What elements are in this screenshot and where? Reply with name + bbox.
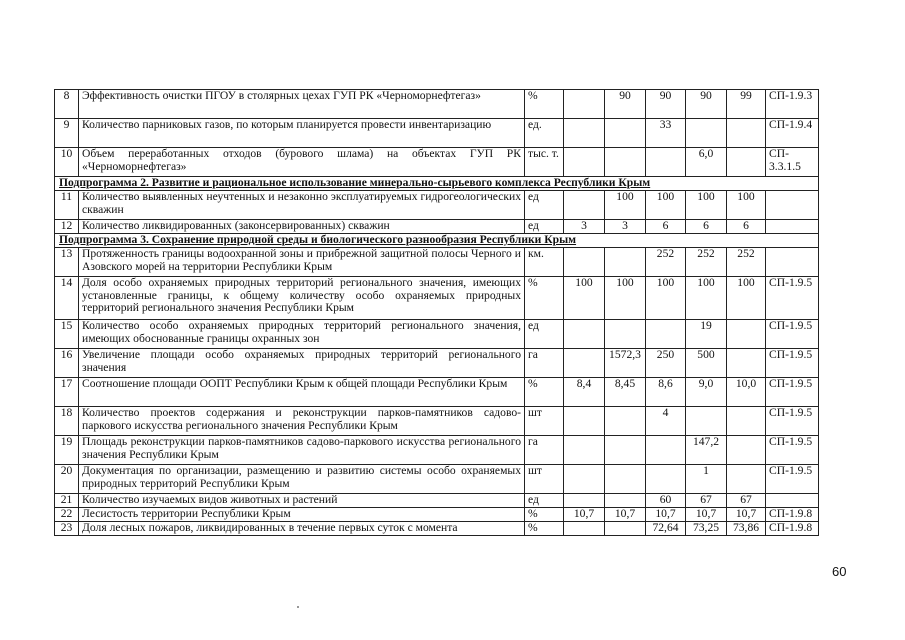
table-row xyxy=(55,436,819,465)
value-cell: 19 xyxy=(686,320,727,349)
value-cell: 90 xyxy=(605,90,646,119)
value-cell: 100 xyxy=(727,277,766,320)
page-number: 60 xyxy=(832,564,847,579)
row-number: 16 xyxy=(55,349,79,378)
value-cell xyxy=(564,436,605,465)
value-cell xyxy=(564,119,605,148)
value-cell: 3 xyxy=(564,220,605,234)
value-cell xyxy=(564,465,605,494)
unit-cell: га xyxy=(525,436,564,465)
table-row xyxy=(55,508,819,522)
row-number: 17 xyxy=(55,378,79,407)
value-cell xyxy=(727,148,766,177)
value-cell xyxy=(727,407,766,436)
reference-cell: СП-1.9.5 xyxy=(766,465,819,494)
indicator-description: Количество ликвидированных (законсервированных) скважин xyxy=(79,220,525,234)
table-row xyxy=(55,522,819,536)
value-cell: 6 xyxy=(727,220,766,234)
row-number: 20 xyxy=(55,465,79,494)
row-number: 22 xyxy=(55,508,79,522)
indicators-table xyxy=(54,89,819,536)
value-cell: 100 xyxy=(686,191,727,220)
scan-speck xyxy=(297,606,299,608)
row-number: 14 xyxy=(55,277,79,320)
table-row xyxy=(55,378,819,407)
reference-cell: СП-1.9.5 xyxy=(766,349,819,378)
row-number: 11 xyxy=(55,191,79,220)
value-cell xyxy=(564,90,605,119)
value-cell: 100 xyxy=(686,277,727,320)
indicators-table-body xyxy=(55,90,819,536)
reference-cell: СП- 3.3.1.5 xyxy=(766,148,819,177)
value-cell: 100 xyxy=(646,191,686,220)
reference-cell xyxy=(766,220,819,234)
row-number: 15 xyxy=(55,320,79,349)
value-cell xyxy=(727,436,766,465)
indicator-description: Количество изучаемых видов животных и растений xyxy=(79,494,525,508)
unit-cell: % xyxy=(525,522,564,536)
value-cell xyxy=(686,119,727,148)
value-cell: 500 xyxy=(686,349,727,378)
row-number: 13 xyxy=(55,248,79,277)
value-cell xyxy=(686,407,727,436)
value-cell xyxy=(605,494,646,508)
value-cell xyxy=(605,248,646,277)
value-cell: 3 xyxy=(605,220,646,234)
unit-cell: % xyxy=(525,90,564,119)
unit-cell: шт xyxy=(525,465,564,494)
value-cell: 100 xyxy=(646,277,686,320)
row-number: 12 xyxy=(55,220,79,234)
indicator-description: Эффективность очистки ПГОУ в столярных цехах ГУП РК «Черноморнефтегаз» xyxy=(79,90,525,119)
value-cell xyxy=(605,148,646,177)
unit-cell: ед xyxy=(525,220,564,234)
section-title: Подпрограмма 2. Развитие и рациональное использование минерально-сырьевого комплекса Республики Крым xyxy=(55,177,819,191)
unit-cell: км. xyxy=(525,248,564,277)
reference-cell: СП-1.9.8 xyxy=(766,508,819,522)
table-row xyxy=(55,248,819,277)
indicator-description: Количество выявленных неучтенных и незаконно эксплуатируемых гидрогеологических скважин xyxy=(79,191,525,220)
indicator-description: Лесистость территории Республики Крым xyxy=(79,508,525,522)
indicator-description: Увеличение площади особо охраняемых природных территорий регионального значения xyxy=(79,349,525,378)
unit-cell: га xyxy=(525,349,564,378)
value-cell xyxy=(646,436,686,465)
value-cell: 10,0 xyxy=(727,378,766,407)
reference-cell: СП-1.9.5 xyxy=(766,277,819,320)
value-cell: 1572,3 xyxy=(605,349,646,378)
value-cell: 252 xyxy=(686,248,727,277)
reference-cell xyxy=(766,494,819,508)
value-cell: 73,25 xyxy=(686,522,727,536)
value-cell xyxy=(646,148,686,177)
value-cell: 252 xyxy=(727,248,766,277)
unit-cell: % xyxy=(525,508,564,522)
value-cell xyxy=(605,119,646,148)
unit-cell: ед xyxy=(525,320,564,349)
value-cell xyxy=(564,191,605,220)
value-cell: 1 xyxy=(686,465,727,494)
row-number: 23 xyxy=(55,522,79,536)
table-row xyxy=(55,220,819,234)
table-row xyxy=(55,90,819,119)
reference-cell xyxy=(766,191,819,220)
section-title: Подпрограмма 3. Сохранение природной среды и биологического разнообразия Республики Крым xyxy=(55,234,819,248)
table-row xyxy=(55,119,819,148)
reference-cell: СП-1.9.5 xyxy=(766,436,819,465)
value-cell xyxy=(727,320,766,349)
value-cell: 10,7 xyxy=(646,508,686,522)
unit-cell: ед. xyxy=(525,119,564,148)
value-cell xyxy=(605,465,646,494)
reference-cell: СП-1.9.8 xyxy=(766,522,819,536)
section-header-row xyxy=(55,177,819,191)
row-number: 21 xyxy=(55,494,79,508)
table-row xyxy=(55,494,819,508)
table-row xyxy=(55,191,819,220)
value-cell: 10,7 xyxy=(686,508,727,522)
indicator-description: Площадь реконструкции парков-памятников садово-паркового искусства регионального значения Республики Крым xyxy=(79,436,525,465)
value-cell: 4 xyxy=(646,407,686,436)
value-cell: 10,7 xyxy=(727,508,766,522)
value-cell: 10,7 xyxy=(605,508,646,522)
value-cell: 100 xyxy=(605,277,646,320)
table-row xyxy=(55,465,819,494)
value-cell xyxy=(605,522,646,536)
value-cell: 6,0 xyxy=(686,148,727,177)
indicator-description: Доля особо охраняемых природных территорий регионального значения, имеющих установленные границы, к общему количеству особо охраняемых природных территорий регионального значения Республики Крым xyxy=(79,277,525,320)
unit-cell: шт xyxy=(525,407,564,436)
section-header-row xyxy=(55,234,819,248)
value-cell xyxy=(646,320,686,349)
value-cell xyxy=(564,248,605,277)
value-cell: 60 xyxy=(646,494,686,508)
row-number: 19 xyxy=(55,436,79,465)
value-cell: 73,86 xyxy=(727,522,766,536)
table-row xyxy=(55,277,819,320)
value-cell: 147,2 xyxy=(686,436,727,465)
value-cell xyxy=(605,320,646,349)
value-cell xyxy=(727,465,766,494)
unit-cell: тыс. т. xyxy=(525,148,564,177)
value-cell: 33 xyxy=(646,119,686,148)
indicator-description: Количество проектов содержания и реконструкции парков-памятников садово-паркового искусства регионального значения Республики Крым xyxy=(79,407,525,436)
row-number: 18 xyxy=(55,407,79,436)
indicator-description: Соотношение площади ООПТ Республики Крым к общей площади Республики Крым xyxy=(79,378,525,407)
indicator-description: Доля лесных пожаров, ликвидированных в течение первых суток с момента xyxy=(79,522,525,536)
reference-cell: СП-1.9.5 xyxy=(766,378,819,407)
row-number: 10 xyxy=(55,148,79,177)
value-cell: 6 xyxy=(646,220,686,234)
value-cell xyxy=(564,320,605,349)
value-cell xyxy=(646,465,686,494)
value-cell xyxy=(605,407,646,436)
value-cell: 90 xyxy=(646,90,686,119)
indicator-description: Документация по организации, размещению и развитию системы особо охраняемых природных территорий Республики Крым xyxy=(79,465,525,494)
value-cell: 10,7 xyxy=(564,508,605,522)
value-cell: 8,45 xyxy=(605,378,646,407)
value-cell xyxy=(564,148,605,177)
row-number: 9 xyxy=(55,119,79,148)
value-cell: 100 xyxy=(564,277,605,320)
value-cell: 250 xyxy=(646,349,686,378)
value-cell xyxy=(564,494,605,508)
reference-cell: СП-1.9.4 xyxy=(766,119,819,148)
indicator-description: Количество особо охраняемых природных территорий регионального значения, имеющих обоснованные границы охранных зон xyxy=(79,320,525,349)
value-cell: 67 xyxy=(727,494,766,508)
reference-cell xyxy=(766,248,819,277)
row-number: 8 xyxy=(55,90,79,119)
indicator-description: Объем переработанных отходов (бурового шлама) на объектах ГУП РК «Черноморнефтегаз» xyxy=(79,148,525,177)
reference-cell: СП-1.9.5 xyxy=(766,320,819,349)
value-cell: 99 xyxy=(727,90,766,119)
value-cell: 8,6 xyxy=(646,378,686,407)
value-cell: 100 xyxy=(727,191,766,220)
reference-cell: СП-1.9.5 xyxy=(766,407,819,436)
table-row xyxy=(55,407,819,436)
unit-cell: ед xyxy=(525,191,564,220)
value-cell xyxy=(564,407,605,436)
value-cell xyxy=(727,119,766,148)
unit-cell: % xyxy=(525,378,564,407)
unit-cell: ед xyxy=(525,494,564,508)
value-cell: 9,0 xyxy=(686,378,727,407)
value-cell xyxy=(605,436,646,465)
table-row xyxy=(55,320,819,349)
table-row xyxy=(55,148,819,177)
value-cell xyxy=(564,522,605,536)
value-cell: 90 xyxy=(686,90,727,119)
value-cell: 8,4 xyxy=(564,378,605,407)
value-cell: 100 xyxy=(605,191,646,220)
value-cell: 6 xyxy=(686,220,727,234)
table-row xyxy=(55,349,819,378)
indicator-description: Количество парниковых газов, по которым планируется провести инвентаризацию xyxy=(79,119,525,148)
value-cell: 72,64 xyxy=(646,522,686,536)
reference-cell: СП-1.9.3 xyxy=(766,90,819,119)
value-cell: 67 xyxy=(686,494,727,508)
value-cell xyxy=(727,349,766,378)
indicator-description: Протяженность границы водоохранной зоны и прибрежной защитной полосы Черного и Азовского морей на территории Республики Крым xyxy=(79,248,525,277)
value-cell xyxy=(564,349,605,378)
unit-cell: % xyxy=(525,277,564,320)
value-cell: 252 xyxy=(646,248,686,277)
